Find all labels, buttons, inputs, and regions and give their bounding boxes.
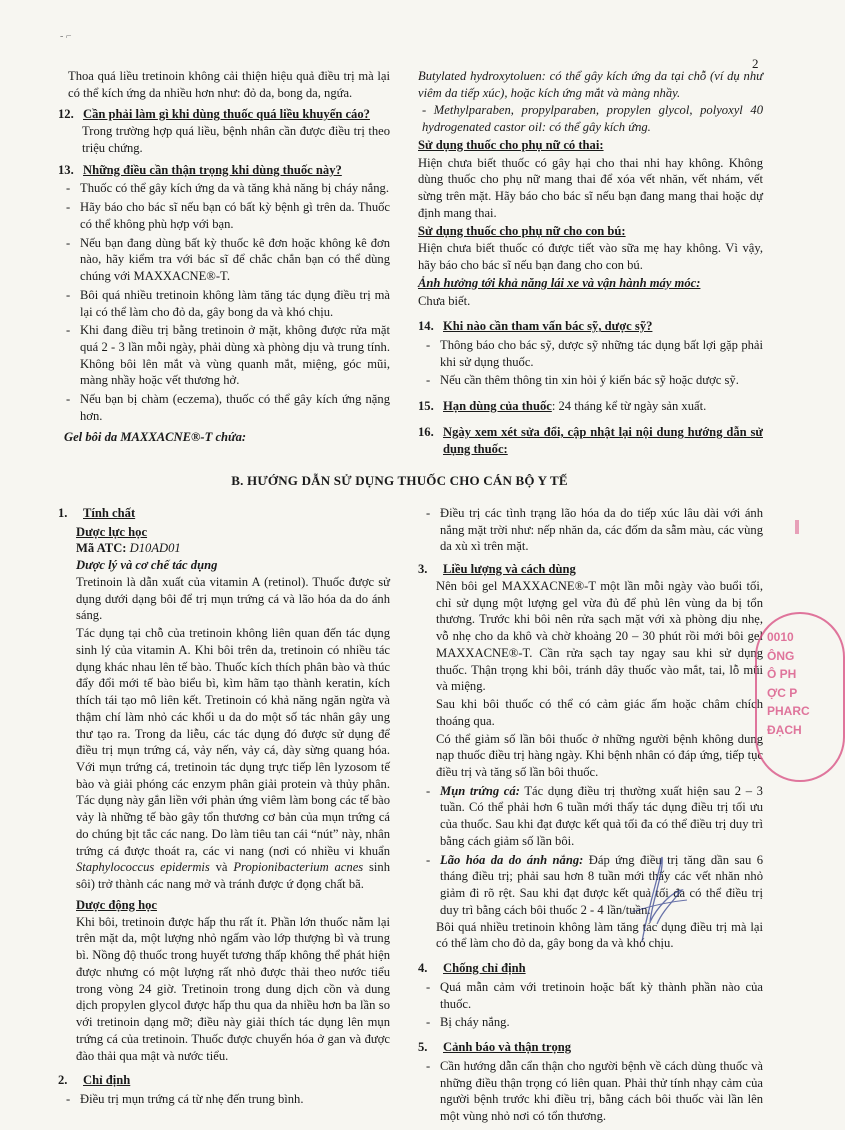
company-stamp [755, 612, 845, 782]
list-item-text: Nếu bạn bị chàm (eczema), thuốc có thể gây kích ứng nặng hơn. [80, 392, 390, 423]
list-item-text: Khi đang điều trị bằng tretinoin ở mặt, không được rửa mặt quá 2 - 3 lần mỗi ngày, phải dùng xà phòng dịu và trung tính. Không bôi lên mắt và vùng quanh mắt, miệng, góc mũi, màng nhầy hoặc vết thương hở. [80, 323, 390, 388]
section-12-body: Trong trường hợp quá liều, bệnh nhân cần được điều trị theo triệu chứng. [82, 124, 390, 155]
gel-contains-line: Gel bôi da MAXXACNE®-T chứa: [64, 429, 247, 444]
section-number: 5. [418, 1040, 428, 1055]
paragraph-text: Tác dụng tại chỗ của tretinoin không liên quan đến tác dụng sinh lý của vitamin A. Khi bôi trên da, tretinoin có nhiều tác dụng khác nhau lên tế bào. Thuốc kích thích phân bào và thúc đẩy đổi mới tế bào biểu bì, kìm hãm tạo thành keratin, kích thích tái tạo mô liên kết. Tretinoin có khả năng ngăn ngừa và thậm chí làm nhỏ các khối u da do một số tác nhân gây ung thư tạo ra. Trong da liễu, các tác dụng đó được sử dụng để điều trị mụn trứng cá, vảy nến, vảy cá, dày sừng quang hóa. Với mụn trứng cá, tretinoin tác dụng trực tiếp lên lyzosom tế bào và giải phóng các enzym phân giải protein và thủy phân. Tác dụng này gắn liền với phản ứng viêm làm bong các tế bào vảy là những tế bào gây tổn thương cơ bản của mụn trứng cá do chúng bịt tắc các nang. Do làm tiêu tan cái “nút” này, nhân trứng cá được thoát ra, các vi nang (nơi có nhiều vi khuẩn [76, 626, 390, 858]
list-item: - Nếu bạn đang dùng bất kỳ thuốc kê đơn hoặc không kê đơn nào, hãy kiểm tra với bác sĩ để chắc chắn bạn có thể dùng chúng với MAXXACNE®-T. [66, 235, 390, 284]
section-1-heading [58, 505, 390, 522]
list-item: - Quá mẫn cảm với tretinoin hoặc bất kỳ thành phần nào của thuốc. [426, 979, 763, 1011]
section-14-heading [418, 318, 763, 335]
list-item: - Điều trị các tình trạng lão hóa da do tiếp xúc lâu dài với ánh nắng mặt trời như: nếp nhăn da, các đốm da sẫm màu, các vùng da xù xì trên mặt. [426, 506, 763, 554]
corner-mark: - ⌐ [60, 31, 72, 42]
acne-label: Mụn trứng cá: [440, 783, 520, 798]
list-item-text: Bị cháy nắng. [440, 1015, 510, 1030]
section-number: 12. [58, 107, 74, 122]
list-item: - Thuốc có thể gây kích ứng da và tăng khả năng bị cháy nắng. [66, 181, 389, 196]
section-4-heading [418, 960, 763, 977]
list-item-text: Tác dụng điều trị thường xuất hiện sau 2 – 3 tuần. Có thể phải hơn 6 tuần mới thấy tác dụng điều trị tối ưu của thuốc. Sau khi đạt được kết quả tối đa có thể điều trị duy trì bằng cách giảm số lần bôi. [440, 783, 763, 848]
list-item-text: Hãy báo cho bác sĩ nếu bạn có bất kỳ bệnh gì trên da. Thuốc có thể không phù hợp với bạn. [80, 200, 390, 231]
excipient-bht: Butylated hydroxytoluen: có thể gây kích ứng da tại chỗ (ví dụ như viêm da tiếp xúc), hoặc kích ứng mắt và màng nhầy. [418, 69, 763, 100]
section-title: Chống chỉ định [443, 961, 526, 976]
section-number: 3. [418, 562, 428, 577]
list-item-text: Đáp ứng điều trị tăng dần sau 6 tháng điều trị; phải sau hơn 8 tuần mới thấy các vết nhăn nhỏ giảm đi rõ rệt. Sau khi đạt được kết quả tối đa có thể điều trị duy trì bằng cách bôi thuốc 2 - 4 lần/tuần. [440, 852, 763, 917]
part-b-title: B. HƯỚNG DẪN SỬ DỤNG THUỐC CHO CÁN BỘ Y TẾ [231, 473, 568, 488]
bacteria-name: Staphylococcus epidermis [76, 860, 210, 875]
overdose-lead-text: Thoa quá liều tretinoin không cải thiện hiệu quả điều trị mà lại có thể kích ứng da nhiều hơn như: đỏ da, bong da, ngứa. [68, 69, 390, 100]
stamp-edge-mark [795, 520, 799, 534]
list-item: - Cần hướng dẫn cẩn thận cho người bệnh về cách dùng thuốc và những điều thận trọng có liên quan. Phải thử tính nhạy cảm của người bệnh trước khi điều trị, bằng cách bôi thuốc vài lần lên một vùng nhỏ nơi có tổn thương. [426, 1058, 763, 1123]
paragraph: Có thể giảm số lần bôi thuốc ở những người bệnh không dung nạp thuốc điều trị hàng ngày. Khi bệnh nhân có đáp ứng, tiếp tục điều trị và tăng số lần bôi thuốc. [436, 731, 763, 780]
top-left-column [58, 68, 390, 445]
list-item: - Khi đang điều trị bằng tretinoin ở mặt, không được rửa mặt quá 2 - 3 lần mỗi ngày, phải dùng xà phòng dịu và trung tính. Không bôi lên mắt và vùng quanh mắt, miệng, góc mũi, màng nhầy hoặc vết thương hở. [66, 323, 390, 388]
section-number: 13. [58, 162, 74, 177]
page-number: 2 [752, 56, 759, 71]
stamp-text: ĐẠCH [767, 722, 802, 737]
lactation-title: Sử dụng thuốc cho phụ nữ cho con bú: [418, 223, 626, 238]
section-13-heading [58, 162, 390, 179]
top-right-column [418, 68, 763, 457]
section-title: Cảnh báo và thận trọng [443, 1040, 572, 1055]
list-item-text: Điều trị các tình trạng lão hóa da do tiếp xúc lâu dài với ánh nắng mặt trời như: nếp nhăn da, các đốm da sẫm màu, các vùng da xù xì trên mặt. [440, 506, 763, 554]
paragraph: Tretinoin là dẫn xuất của vitamin A (retinol). Thuốc được sử dụng dưới dạng bôi để trị mụn trứng cá và lão hóa da do ánh sáng. [76, 574, 390, 623]
stamp-text: ÔNG [767, 648, 795, 663]
list-item: - Nếu cần thêm thông tin xin hỏi ý kiến bác sỹ hoặc dược sỹ. [426, 373, 739, 388]
stamp-text: 0010 [767, 630, 794, 644]
section-5-heading [418, 1039, 763, 1056]
section-number: 1. [58, 506, 68, 520]
paragraph: Nên bôi gel MAXXACNE®-T một lần mỗi ngày vào buổi tối, chỉ sử dụng một lượng gel vừa đủ để phủ lên vùng da bị tổn thương. Trước khi bôi nên rửa sạch mặt với xà phòng dịu nhẹ, vỗ nhẹ cho da khô và chờ khoảng 20 – 30 phút rồi mới bôi gel MAXXACNE®-T. Cần rửa sạch tay ngay sau khi sử dụng thuốc. Thận trọng khi bôi, tránh dây thuốc vào mắt, tai, lỗ mũi và miệng. [436, 578, 763, 694]
list-item: - Bị cháy nắng. [426, 1015, 510, 1030]
paragraph-text: sinh sôi) trở thành các nang mở và tránh được ứ đọng chất bã. [76, 860, 390, 892]
bottom-right-column [418, 505, 763, 1125]
paragraph-text: và [209, 860, 234, 875]
section-title: Những điều cần thận trọng khi dùng thuốc này? [83, 162, 342, 177]
excipient-parabens: - Methylparaben, propylparaben, propylen glycol, polyoxyl 40 hydrogenated castor oil: có thể gây kích ứng. [422, 103, 763, 135]
pharmacokinetics-title: Dược động học [76, 897, 158, 912]
bacteria-name: Propionibacterium acnes [233, 860, 364, 875]
section-number: 15. [418, 399, 434, 414]
section-title: Cần phải làm gì khi dùng thuốc quá liều khuyến cáo? [83, 107, 370, 122]
paragraph [58, 625, 390, 893]
section-title: Khi nào cần tham vấn bác sỹ, dược sỹ? [443, 319, 653, 334]
paragraph: Bôi quá nhiều tretinoin không làm tăng tác dụng điều trị mà lại có thể làm cho đỏ da, gây bong da và khó chịu. [436, 919, 763, 951]
list-item-text: Điều trị mụn trứng cá từ nhẹ đến trung bình. [80, 1091, 304, 1106]
list-item-text: Bôi quá nhiều tretinoin không làm tăng tác dụng điều trị mà lại có thể làm cho đỏ da, gây bong da và khó chịu. [80, 287, 390, 319]
lactation-body: Hiện chưa biết thuốc có được tiết vào sữa mẹ hay không. Vì vậy, hãy báo cho bác sĩ nếu bạn đang cho con bú. [418, 241, 763, 273]
list-item-text: Thuốc có thể gây kích ứng da và tăng khả năng bị cháy nắng. [80, 181, 389, 196]
photoaging-label: Lão hóa da do ánh nắng: [440, 852, 584, 867]
list-item-text: Thông báo cho bác sỹ, dược sỹ những tác dụng bất lợi gặp phải khi sử dụng thuốc. [440, 338, 763, 369]
list-item-text: Quá mẫn cảm với tretinoin hoặc bất kỳ thành phần nào của thuốc. [440, 979, 763, 1011]
section-title: Tính chất [83, 506, 136, 520]
section-2-heading [58, 1072, 390, 1089]
list-item-text: Cần hướng dẫn cẩn thận cho người bệnh về cách dùng thuốc và những điều thận trọng có liên quan. Phải thử tính nhạy cảm của người bệnh trước khi điều trị, bằng cách bôi thuốc vài lần lên một vùng nhỏ nơi có tổn thương. [440, 1058, 763, 1123]
list-item: - Lão hóa da do ánh nắng: Đáp ứng điều trị tăng dần sau 6 tháng điều trị; phải sau hơn 8 tuần mới thấy các vết nhăn nhỏ giảm đi rõ rệt. Sau khi đạt được kết quả tối đa có thể điều trị duy trì bằng cách bôi thuốc 2 - 4 lần/tuần. [426, 852, 763, 917]
signature-icon [612, 852, 692, 947]
list-item: - Thông báo cho bác sỹ, dược sỹ những tác dụng bất lợi gặp phải khi sử dụng thuốc. [426, 338, 763, 369]
section-16-heading [418, 424, 763, 457]
section-15-heading [418, 398, 763, 415]
list-item: - Nếu bạn bị chàm (eczema), thuốc có thể gây kích ứng nặng hơn. [66, 392, 390, 423]
list-item: - Mụn trứng cá: Tác dụng điều trị thường xuất hiện sau 2 – 3 tuần. Có thể phải hơn 6 tuần mới thấy tác dụng điều trị tối ưu của thuốc. Sau khi đạt được kết quả tối đa có thể điều trị duy trì bằng cách giảm số lần bôi. [426, 783, 763, 848]
list-item-text: Nếu bạn đang dùng bất kỳ thuốc kê đơn hoặc không kê đơn nào, hãy kiểm tra với bác sĩ để chắc chắn bạn có thể dùng chúng với MAXXACNE®-T. [80, 235, 390, 284]
stamp-text: ỢC P [767, 685, 798, 700]
atc-code [58, 540, 390, 557]
section-12-heading [58, 106, 390, 123]
section-number: 2. [58, 1073, 68, 1088]
pregnancy-title: Sử dụng thuốc cho phụ nữ có thai: [418, 137, 604, 152]
mechanism-title: Dược lý và cơ chế tác dụng [76, 558, 218, 573]
section-title: Hạn dùng của thuốc [443, 399, 552, 414]
list-item: - Điều trị mụn trứng cá từ nhẹ đến trung bình. [66, 1091, 304, 1106]
list-item-text: Nếu cần thêm thông tin xin hỏi ý kiến bác sỹ hoặc dược sỹ. [440, 373, 739, 388]
stamp-text: Ô PH [767, 667, 797, 682]
paragraph: Sau khi bôi thuốc có thể có cảm giác ấm hoặc châm chích thoáng qua. [436, 697, 763, 728]
section-number: 16. [418, 424, 434, 439]
section-number: 4. [418, 961, 428, 976]
list-item: - Bôi quá nhiều tretinoin không làm tăng tác dụng điều trị mà lại có thể làm cho đỏ da, gây bong da và khó chịu. [66, 287, 390, 319]
section-title: Chỉ định [83, 1073, 131, 1088]
stamp-text: PHARC [767, 704, 810, 719]
bottom-left-column [58, 505, 390, 1108]
driving-body: Chưa biết. [418, 293, 471, 308]
section-number: 14. [418, 319, 434, 334]
pregnancy-body: Hiện chưa biết thuốc có gây hại cho thai nhi hay không. Không dùng thuốc cho phụ nữ mang thai để xóa vết nhăn, vết nhám, vết sừng trên mặt. Hãy báo cho bác sĩ nếu bạn đang mang thai hoặc dự định mang thai. [418, 155, 763, 220]
driving-title: Ảnh hưởng tới khả năng lái xe và vận hành máy móc: [418, 275, 701, 290]
pharmacodynamics-title: Dược lực học [76, 524, 148, 539]
atc-label: Mã ATC: [76, 541, 130, 556]
section-title: Ngày xem xét sửa đổi, cập nhật lại nội dung hướng dẫn sử dụng thuốc: [443, 424, 763, 456]
shelf-life-value: : 24 tháng kể từ ngày sản xuất. [551, 399, 707, 414]
section-3-heading [418, 561, 763, 578]
section-title: Liều lượng và cách dùng [443, 562, 576, 577]
list-item: - Hãy báo cho bác sĩ nếu bạn có bất kỳ bệnh gì trên da. Thuốc có thể không phù hợp với bạn. [66, 200, 390, 231]
paragraph: Khi bôi, tretinoin được hấp thu rất ít. Phần lớn thuốc nằm lại trên mặt da, một lượng nhỏ ngấm vào lớp thượng bì và trung bì. Nồng độ thuốc trong huyết tương thấp không thể phát hiện được nhưng có một lượng rất nhỏ được thải theo nước tiểu trong vòng 24 giờ. Tretinoin trong dung dịch cồn và dung dịch propylen glycol được hấp thu qua da nhiều hơn ba lần so với tretinoin dạng mỡ; điều này giải thích tác dụng lên mụn trứng cá của tretinoin. Thuốc được chuyển hóa ở gan và được đào thải qua mật và nước tiểu. [76, 914, 390, 1063]
atc-value: D10AD01 [129, 541, 181, 556]
